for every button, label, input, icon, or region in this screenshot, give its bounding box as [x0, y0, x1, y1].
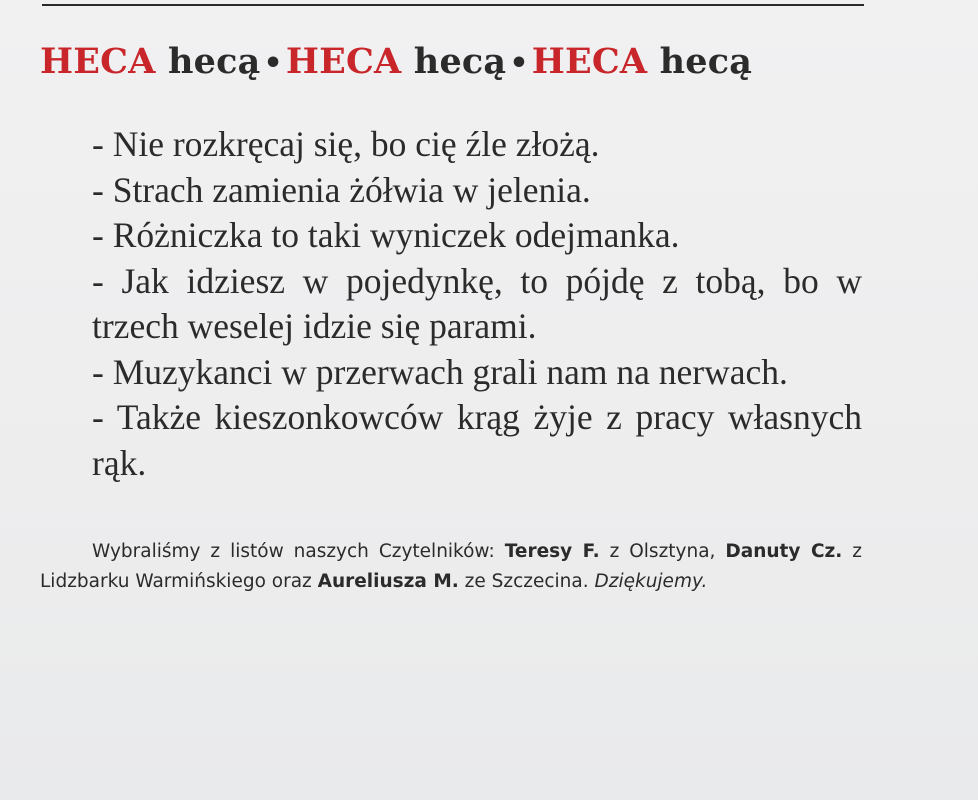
joke-item: - Muzykanci w przerwach grali nam na nerwach.: [92, 351, 788, 392]
credits-paragraph: [40, 537, 862, 597]
top-rule: [42, 4, 864, 6]
credits-thanks: Dziękujemy.: [594, 571, 708, 592]
joke-item: - Różniczka to taki wyniczek odejmanka.: [92, 215, 680, 255]
header-heca-lower-1: hecą: [167, 41, 261, 82]
credits-name-1: Teresy F.: [504, 541, 600, 562]
credits-city-2: z Lidzbarku Warmińskiego oraz: [40, 541, 862, 592]
joke-item: - Jak idziesz w pojedynkę, to pójdę z tobą, bo w trzech weselej idzie się parami.: [92, 260, 862, 346]
header-heca-1: HECA: [40, 41, 156, 82]
credits-city-3: ze Szczecina.: [458, 571, 595, 592]
header-separator-2: •: [509, 46, 529, 81]
joke-item: - Także kieszonkowców krąg żyje z pracy własnych rąk.: [92, 397, 862, 483]
header-separator-1: •: [263, 46, 283, 81]
header-heca-lower-2: hecą: [413, 41, 507, 82]
credits-intro: Wybraliśmy z listów naszych Czytelników:: [92, 541, 505, 562]
joke-item: - Strach zamienia żółwia w jelenia.: [92, 169, 591, 210]
header-heca-3: HECA: [531, 41, 648, 82]
credits-city-1: z Olsztyna,: [599, 541, 726, 562]
jokes-list: [92, 122, 862, 486]
credits-name-2: Danuty Cz.: [725, 541, 843, 562]
joke-item: - Nie rozkręcaj się, bo cię źle złożą.: [92, 124, 600, 164]
header-heca-lower-3: hecą: [659, 41, 753, 82]
header-heca-2: HECA: [285, 41, 402, 82]
credits-name-3: Aureliusza M.: [317, 571, 459, 592]
section-header: [40, 32, 870, 92]
